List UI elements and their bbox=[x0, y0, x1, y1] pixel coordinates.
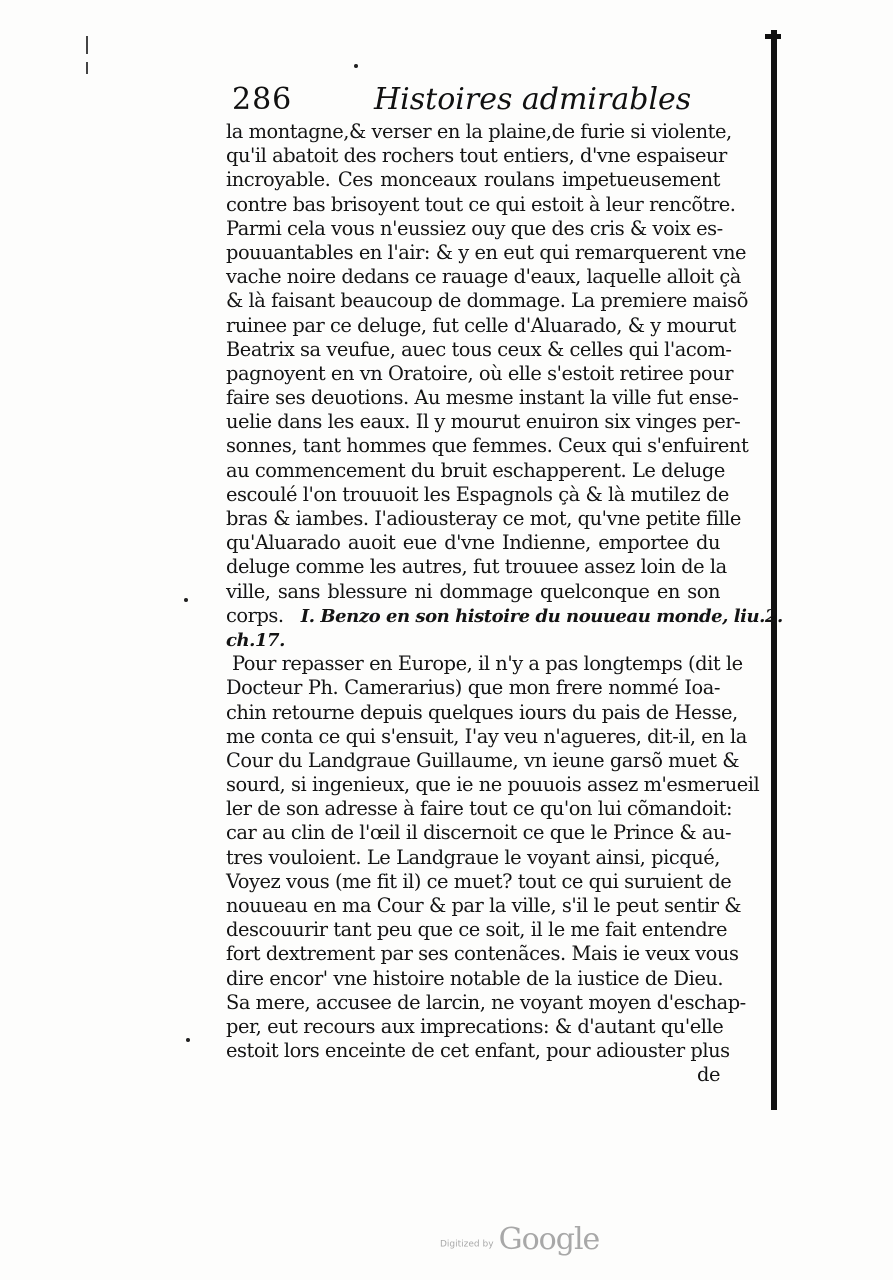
ink-speck bbox=[186, 1038, 190, 1042]
text-line: nouueau en ma Cour & par la ville, s'il le peut sentir & bbox=[226, 894, 742, 917]
text-line: deluge comme les autres, fut trouuee assez loin de la bbox=[226, 555, 727, 579]
text-line: tres vouloient. Le Landgraue le voyant ainsi, picqué, bbox=[226, 845, 720, 869]
text-line: Sa mere, accusee de larcin, ne voyant moyen d'eschap- bbox=[226, 990, 746, 1014]
text-line: & là faisant beaucoup de dommage. La premiere maisõ bbox=[226, 289, 749, 313]
text-line: estoit lors enceinte de cet enfant, pour adiouster plus bbox=[226, 1039, 730, 1063]
text-line: Cour du Landgraue Guillaume, vn ieune garsõ muet & bbox=[226, 748, 740, 772]
text-line: escoulé l'on trouuoit les Espagnols çà & là mutilez de bbox=[226, 482, 729, 506]
margin-mark bbox=[86, 36, 88, 54]
text-line: uelie dans les eaux. Il y mourut enuiron six vinges per- bbox=[226, 410, 741, 434]
text-fragment: corps. bbox=[226, 603, 284, 627]
text-line: pagnoyent en vn Oratoire, où elle s'estoit retiree pour bbox=[226, 361, 734, 385]
text-line: qu'il abatoit des rochers tout entiers, d'vne espaiseur bbox=[226, 144, 727, 168]
text-line: au commencement du bruit eschapperent. Le deluge bbox=[226, 458, 725, 482]
ink-speck bbox=[184, 598, 188, 602]
text-line: Beatrix sa veufue, auec tous ceux & celles qui l'acom- bbox=[226, 337, 732, 361]
text-line: ler de son adresse à faire tout ce qu'on lui cõmandoit: bbox=[226, 797, 733, 821]
watermark-prefix: Digitized by bbox=[440, 1239, 494, 1250]
text-line: contre bas brisoyent tout ce qui estoit à leur rencõtre. bbox=[226, 192, 736, 216]
text-line: la montagne,& verser en la plaine,de furie si violente, bbox=[226, 120, 732, 143]
text-line: Docteur Ph. Camerarius) que mon frere nommé Ioa- bbox=[226, 676, 720, 700]
digitized-watermark bbox=[440, 1222, 599, 1257]
page-edge-corner bbox=[765, 34, 781, 39]
citation-end: ch.17. bbox=[226, 629, 285, 651]
text-line: car au clin de l'œil il discernoit ce que le Prince & au- bbox=[226, 821, 732, 845]
text-line: per, eut recours aux imprecations: & d'autant qu'elle bbox=[226, 1014, 724, 1038]
catchword: de bbox=[697, 1063, 720, 1087]
text-line: Voyez vous (me fit il) ce muet? tout ce qui suruient de bbox=[226, 869, 732, 893]
page-number: 286 bbox=[232, 82, 293, 117]
text-line: sonnes, tant hommes que femmes. Ceux qui s'enfuirent bbox=[226, 434, 749, 458]
citation-end-line bbox=[226, 628, 720, 652]
text-line: vache noire dedans ce rauage d'eaux, laquelle alloit çà bbox=[226, 265, 741, 289]
citation: I. Benzo en son histoire du nouueau monde, liu.2. bbox=[300, 605, 783, 627]
text-line: bras & iambes. I'adiousteray ce mot, qu'vne petite fille bbox=[226, 507, 741, 530]
page-header bbox=[232, 82, 692, 124]
text-line: faire ses deuotions. Au mesme instant la ville fut ense- bbox=[226, 386, 739, 410]
text-line: descouurir tant peu que ce soit, il le me fait entendre bbox=[226, 918, 728, 942]
text-line: qu'Aluarado auoit eue d'vne Indienne, emportee du bbox=[226, 531, 720, 555]
text-line: fort dextrement par ses contenãces. Mais ie veux vous bbox=[226, 942, 739, 966]
ink-speck bbox=[354, 64, 358, 68]
text-line: chin retourne depuis quelques iours du pais de Hesse, bbox=[226, 700, 738, 724]
google-logo: Google bbox=[498, 1222, 600, 1257]
text-line: ruinee par ce deluge, fut celle d'Aluarado, & y mourut bbox=[226, 313, 736, 337]
body-text bbox=[226, 120, 783, 1088]
text-line: incroyable. Ces monceaux roulans impetueusement bbox=[226, 168, 720, 192]
text-line: ville, sans blessure ni dommage quelconque en son bbox=[226, 579, 720, 603]
text-line: Parmi cela vous n'eussiez ouy que des cris & voix es- bbox=[226, 216, 723, 240]
text-line: sourd, si ingenieux, que ie ne pouuois assez m'esmerueil bbox=[226, 773, 760, 797]
text-line: me conta ce qui s'ensuit, I'ay veu n'agueres, dit-il, en la bbox=[226, 724, 747, 748]
text-line: pouuantables en l'air: & y en eut qui remarquerent vne bbox=[226, 240, 747, 264]
citation-line bbox=[226, 603, 783, 628]
page-edge-shadow bbox=[771, 30, 777, 1110]
running-head: Histoires admirables bbox=[374, 82, 692, 117]
margin-mark bbox=[86, 62, 88, 74]
text-line: Pour repasser en Europe, il n'y a pas longtemps (dit le bbox=[232, 652, 743, 676]
text-line: dire encor' vne histoire notable de la iustice de Dieu. bbox=[226, 966, 724, 990]
